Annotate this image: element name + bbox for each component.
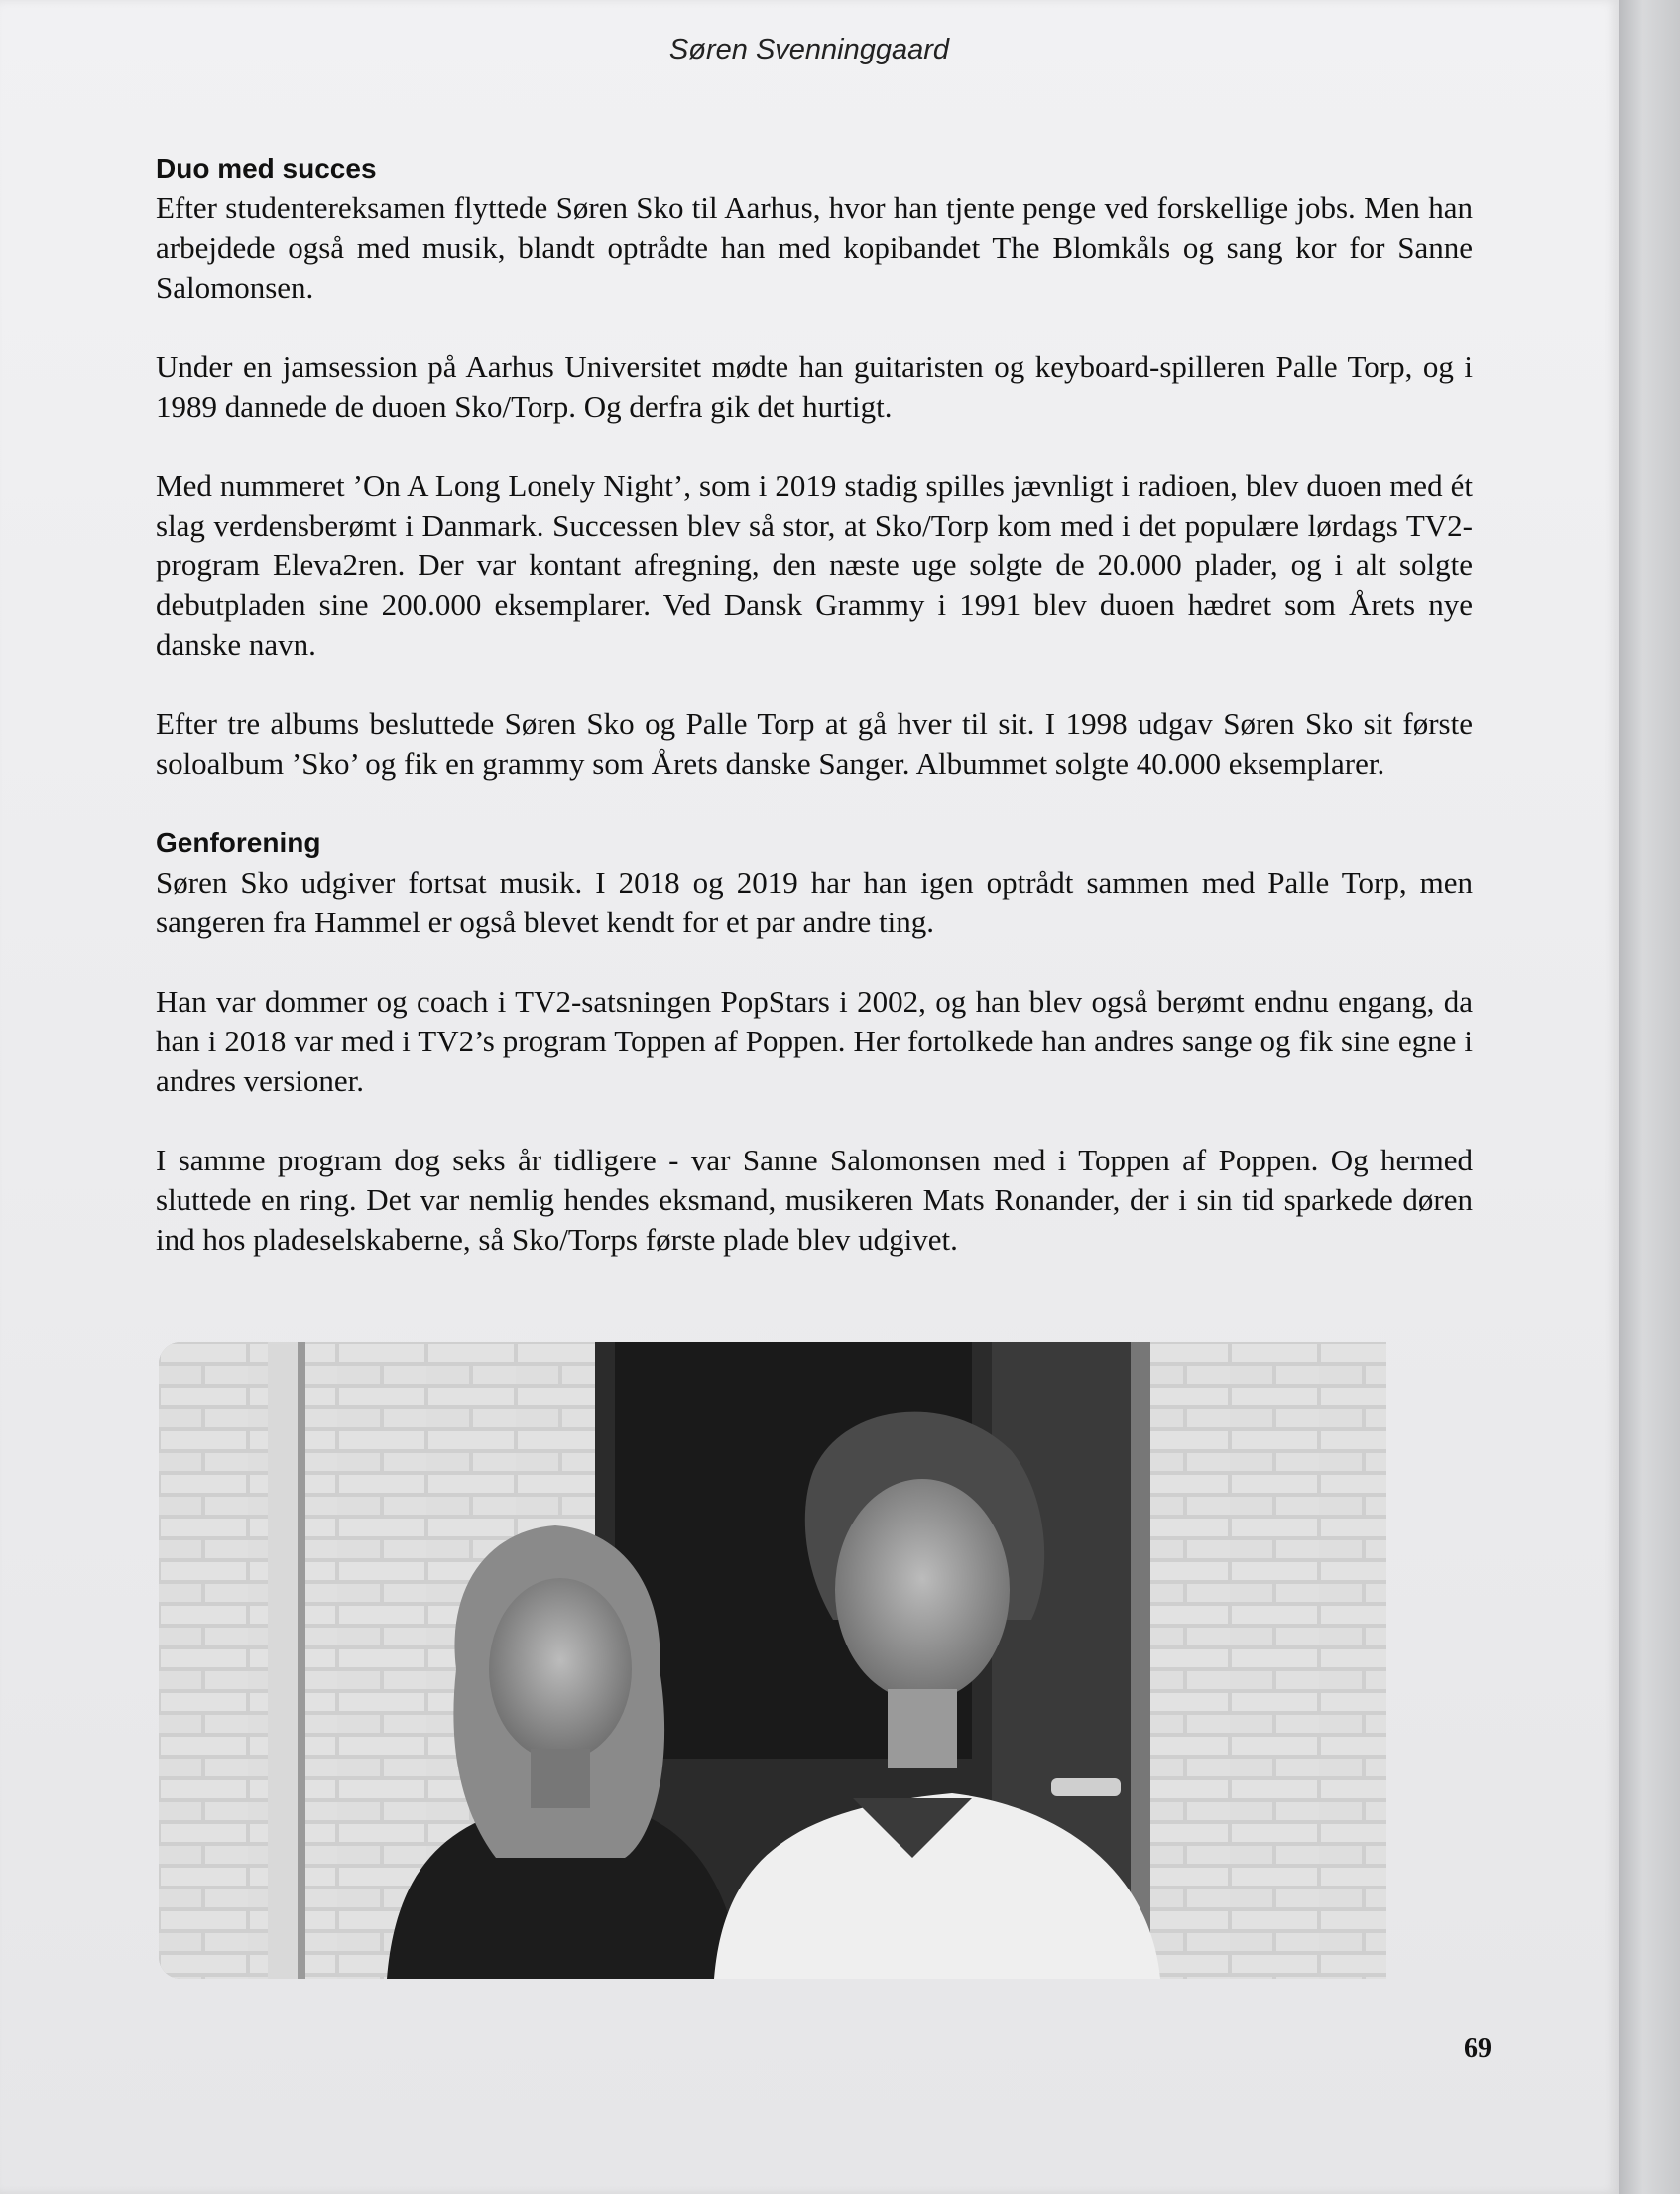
- paragraph: Under en jamsession på Aarhus Universitet mødte han guitaristen og keyboard-spilleren Palle Torp, og i 1989 dannede de duoen Sko/Torp. Og derfra gik det hurtigt.: [156, 349, 1473, 424]
- section-heading-genforening: Genforening: [156, 827, 321, 858]
- section-heading-duo: Duo med succes: [156, 153, 377, 183]
- paragraph: Efter tre albums besluttede Søren Sko og Palle Torp at gå hver til sit. I 1998 udgav Søren Sko sit første soloalbum ’Sko’ og fik en grammy som Årets danske Sanger. Albummet solgte 40.000 eksemplarer.: [156, 706, 1473, 781]
- running-title: Søren Svenninggaard: [668, 34, 950, 65]
- page-number: 69: [1464, 2033, 1492, 2064]
- main-text: [156, 149, 1473, 1299]
- page-edge: [1619, 0, 1680, 2194]
- photo-illustration: [159, 1342, 1386, 1979]
- duo-photo: [159, 1342, 1386, 1979]
- paragraph: Søren Sko udgiver fortsat musik. I 2018 og 2019 har han igen optrådt sammen med Palle Torp, men sangeren fra Hammel er også blevet kendt for et par andre ting.: [156, 865, 1473, 939]
- paragraph: I samme program dog seks år tidligere - var Sanne Salomonsen med i Toppen af Poppen. Og hermed sluttede en ring. Det var nemlig hendes eksmand, musikeren Mats Ronander, der i sin tid sparkede døren ind hos pladeselskaberne, så Sko/Torps første plade blev udgivet.: [156, 1143, 1473, 1257]
- paragraph: Med nummeret ’On A Long Lonely Night’, som i 2019 stadig spilles jævnligt i radioen, blev duoen med ét slag verdensberømt i Danmark. Successen blev så stor, at Sko/Torp kom med i det populære lørdags TV2-program Eleva2ren. Der var kontant afregning, den næste uge solgte de 20.000 plader, og i alt solgte debutpladen sine 200.000 eksemplarer. Ved Dansk Grammy i 1991 blev duoen hædret som Årets nye danske navn.: [156, 468, 1473, 662]
- paragraph: Han var dommer og coach i TV2-satsningen PopStars i 2002, og han blev også berømt endnu engang, da han i 2018 var med i TV2’s program Toppen af Poppen. Her fortolkede han andres sange og fik sine egne i andres versioner.: [156, 984, 1473, 1098]
- paragraph: Efter studentereksamen flyttede Søren Sko til Aarhus, hvor han tjente penge ved forskellige jobs. Men han arbejdede også med musik, blandt optrådte han med kopibandet The Blomkåls og sang kor for Sanne Salomonsen.: [156, 190, 1473, 305]
